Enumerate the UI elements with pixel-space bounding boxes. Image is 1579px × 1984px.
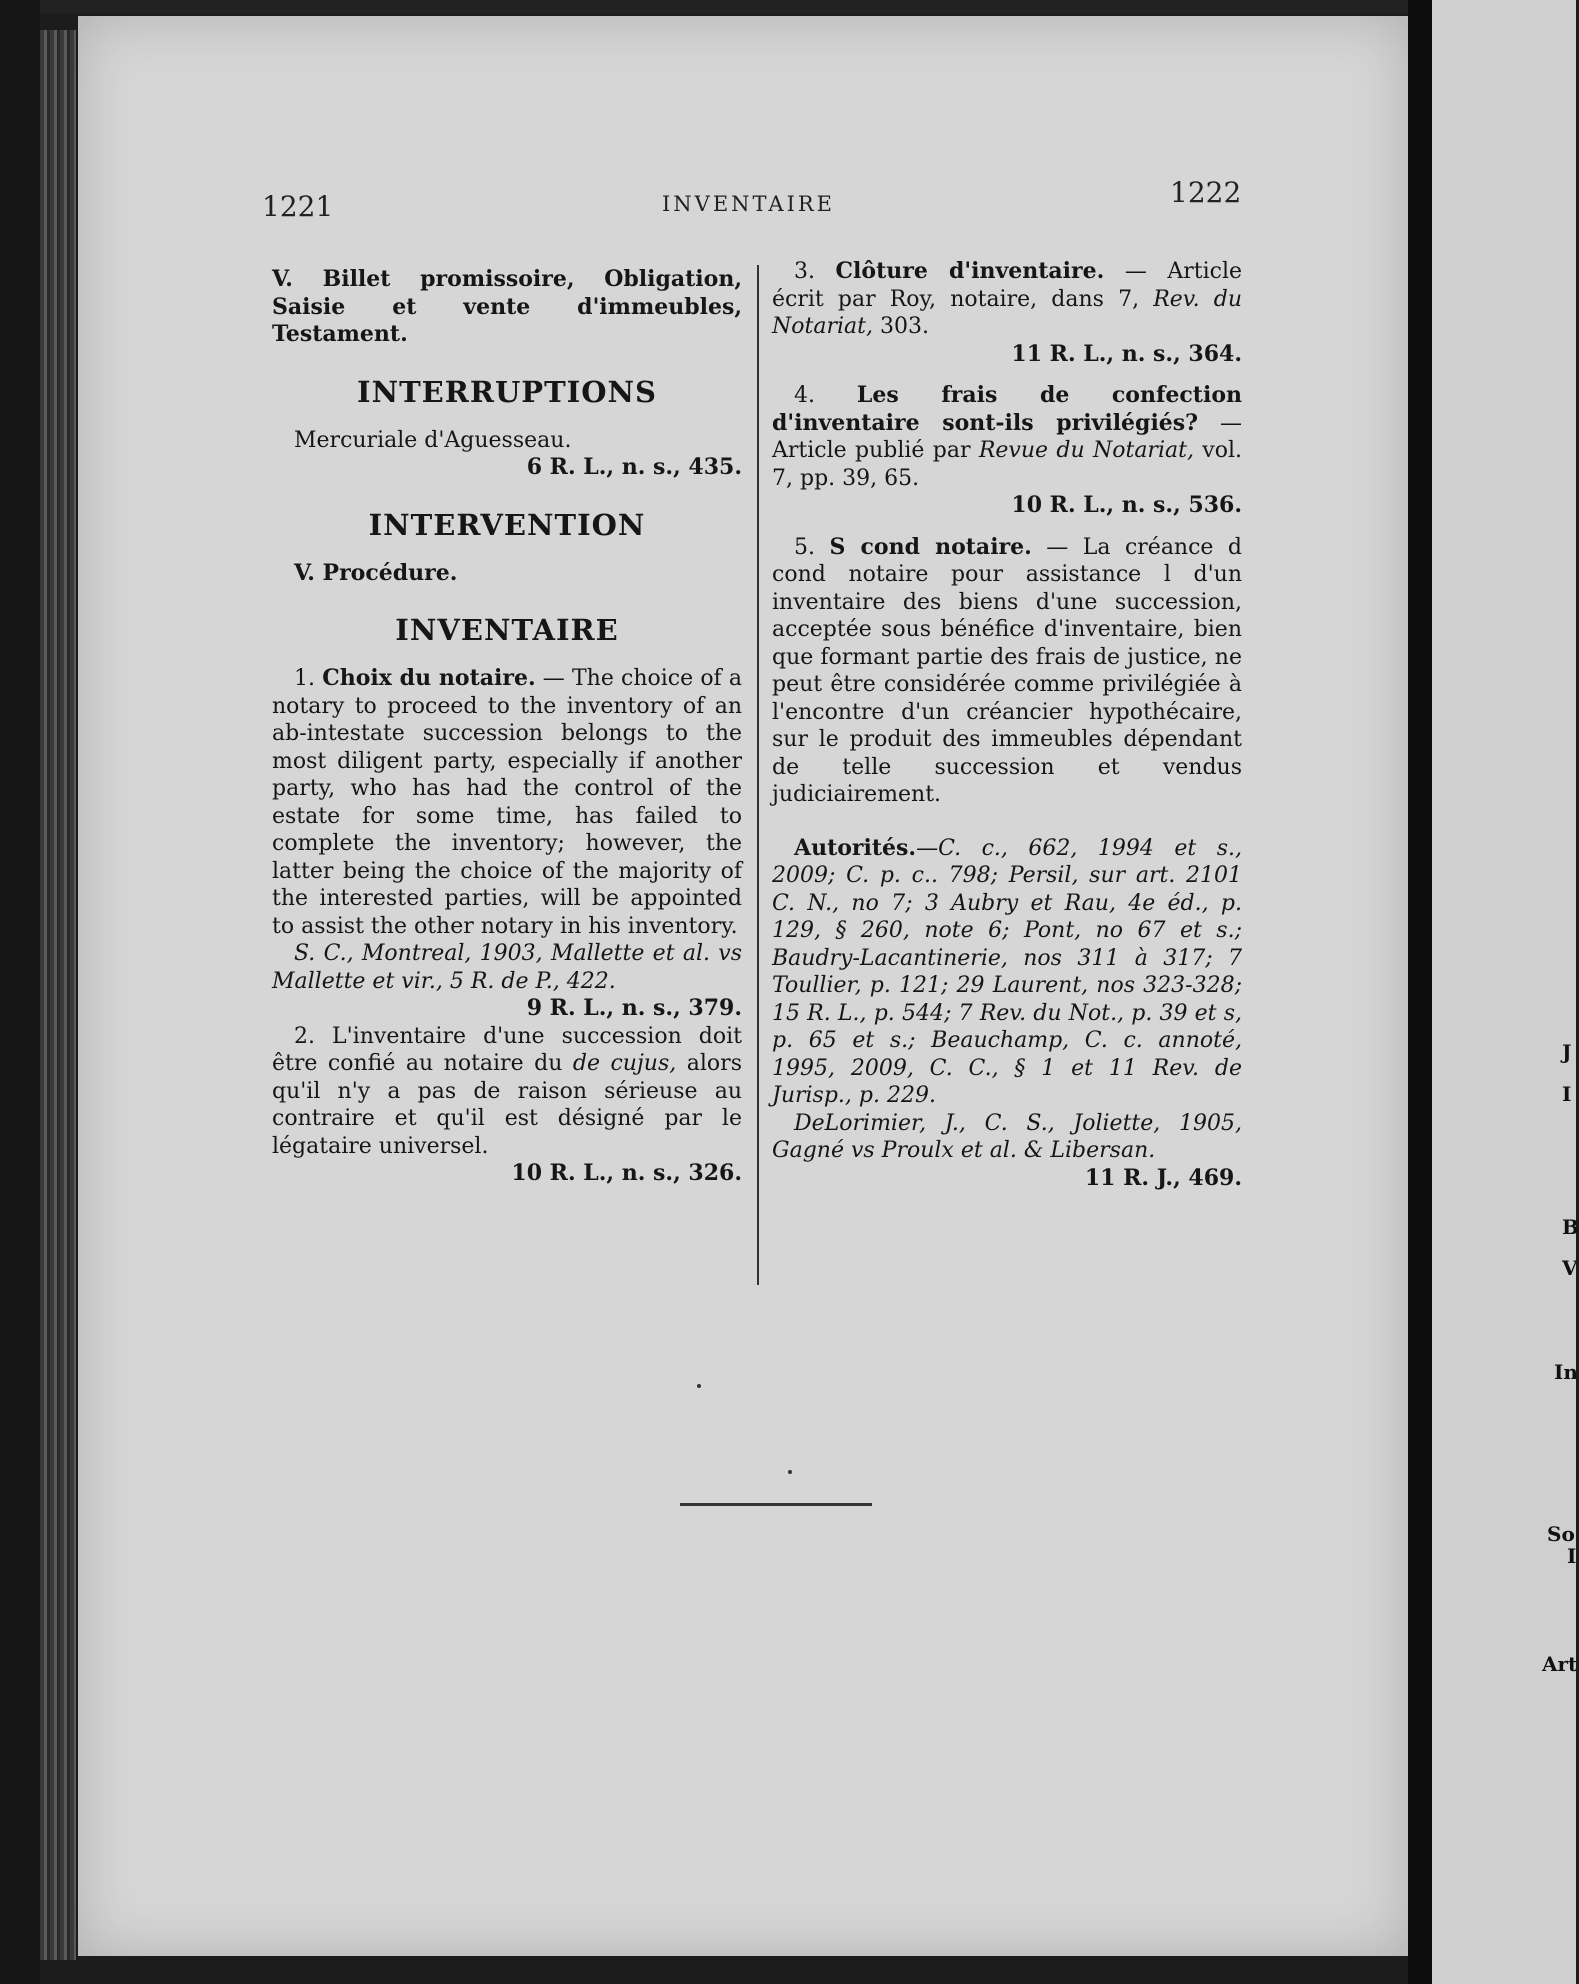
entry-text: — La créance d cond notaire pour assistance l d'un inventaire des biens d'une succession, acceptée sous bénéfice d'inventaire, bien que formant partie des frais de justice, ne peut être considérée comme privilégiée à l'encontre d'un créancier hypothécaire, sur le produit des immeubles dépendant de telle succession et vendus judiciairement. — [772, 534, 1242, 807]
entry-2 — [272, 1023, 742, 1161]
next-page-fragment: So — [1547, 1522, 1575, 1546]
page-number-right: 1222 — [1170, 176, 1242, 209]
entry-text: vol. 7, pp. 39, 65. — [772, 438, 1242, 491]
next-page-fragment: I — [1562, 1082, 1572, 1106]
next-page-fragment: B — [1562, 1215, 1579, 1239]
page-edges — [40, 30, 76, 1960]
see-also-reference: V. Billet promissoire, Obligation, Saisie et vente d'immeubles, Testament. — [272, 266, 742, 347]
entry-text: L'inventaire d'une succession doit être confié au notaire du — [272, 1023, 742, 1076]
running-title: INVENTAIRE — [662, 192, 836, 216]
entry-text: alors qu'il n'y a pas de raison sérieuse au contraire et qu'il est désigné par le légataire universel. — [272, 1051, 742, 1159]
entry-title: S cond notaire. — [829, 533, 1032, 560]
entry-4 — [772, 382, 1242, 492]
entry-text: — Article publié par — [772, 410, 1242, 463]
end-rule — [680, 1503, 872, 1506]
next-page-fragment: I — [1567, 1544, 1577, 1568]
section-heading-intervention: INTERVENTION — [368, 507, 646, 542]
entry-text: — The choice of a notary to proceed to the inventory of an ab-intestate succession belongs to the most diligent party, especially if another party, who has had the control of the estate for some time, has failed to complete the inventory; however, the latter being the choice of the majority of the interested parties, will be appointed to assist the other notary in his inventory. — [272, 666, 742, 939]
next-page-fragment: V — [1562, 1256, 1578, 1280]
page-number-left: 1221 — [262, 190, 334, 223]
entry-number: 2. — [294, 1023, 315, 1049]
column-divider — [757, 265, 759, 1285]
citation-ref: 11 R. J., 469. — [1084, 1164, 1242, 1191]
entry-1 — [272, 665, 742, 940]
next-page-fragment: J — [1562, 1040, 1572, 1064]
case-citation: DeLorimier, J., C. S., Joliette, 1905, Gagné vs Proulx et al. & Libersan. — [772, 1110, 1242, 1163]
citation-ref: 11 R. L., n. s., 364. — [1011, 340, 1242, 367]
next-page-fragment: Art — [1542, 1652, 1578, 1676]
entry-number: 5. — [794, 534, 815, 560]
citation-ref: 10 R. L., n. s., 536. — [1011, 492, 1242, 518]
scan-speck — [697, 1384, 701, 1388]
see-also-reference: V. Procédure. — [294, 559, 458, 586]
scan-speck — [788, 1470, 792, 1474]
entry-number: 1. — [294, 666, 315, 691]
entry-text: 303. — [879, 314, 929, 339]
citation-ref: 9 R. L., n. s., 379. — [526, 995, 742, 1021]
entry-5 — [772, 534, 1242, 809]
entry-title: Clôture d'inventaire. — [835, 258, 1105, 284]
entry-italic: Rev. du Notariat, — [772, 286, 1243, 339]
entry-title: Choix du notaire. — [322, 665, 536, 691]
scan-top-band — [0, 0, 1576, 14]
authorities-label: Autorités. — [794, 834, 917, 861]
gutter-shadow — [1408, 0, 1432, 1984]
entry-number: 3. — [794, 259, 815, 284]
next-page-fragment: In — [1554, 1360, 1578, 1384]
left-column — [272, 266, 742, 1188]
citation-ref: 6 R. L., n. s., 435. — [526, 454, 742, 480]
entry-text: — Article écrit par Roy, notaire, dans 7, — [772, 259, 1242, 312]
book-spine — [0, 0, 40, 1984]
authorities — [772, 835, 1242, 1110]
citation-ref: 10 R. L., n. s., 326. — [511, 1160, 742, 1186]
entry-title: Les frais de confection d'inventaire sont-ils privilégiés? — [772, 382, 1242, 436]
section-heading-inventaire: INVENTAIRE — [395, 613, 619, 647]
interruptions-text: Mercuriale d'Aguesseau. — [294, 427, 572, 453]
case-citation: S. C., Montreal, 1903, Mallette et al. vs Mallette et vir., 5 R. de P., 422. — [272, 941, 742, 994]
entry-3 — [772, 258, 1242, 341]
section-heading-interruptions: INTERRUPTIONS — [357, 374, 657, 409]
right-column — [772, 258, 1242, 1192]
next-page-edge — [1432, 0, 1579, 1984]
entry-italic: de cujus, — [572, 1051, 677, 1076]
entry-italic: Revue du Notariat, — [978, 438, 1194, 463]
authorities-text: —C. c., 662, 1994 et s., 2009; C. p. c.. 798; Persil, sur art. 2101 C. N., no 7; 3 Aubry et Rau, 4e éd., p. 129, § 260, note 6; Pont, no 67 et s.; Baudry-Lacantinerie, nos 311 à 317; 7 Toullier, p. 121; 29 Laurent, nos 323-328; 15 R. L., p. 544; 7 Rev. du Not., p. 39 et s, p. 65 et s.; Beauchamp, C. c. annoté, 1995, 2009, C. C., § 1 et 11 Rev. de Jurisp., p. 229. — [772, 835, 1242, 1108]
entry-number: 4. — [794, 383, 815, 408]
